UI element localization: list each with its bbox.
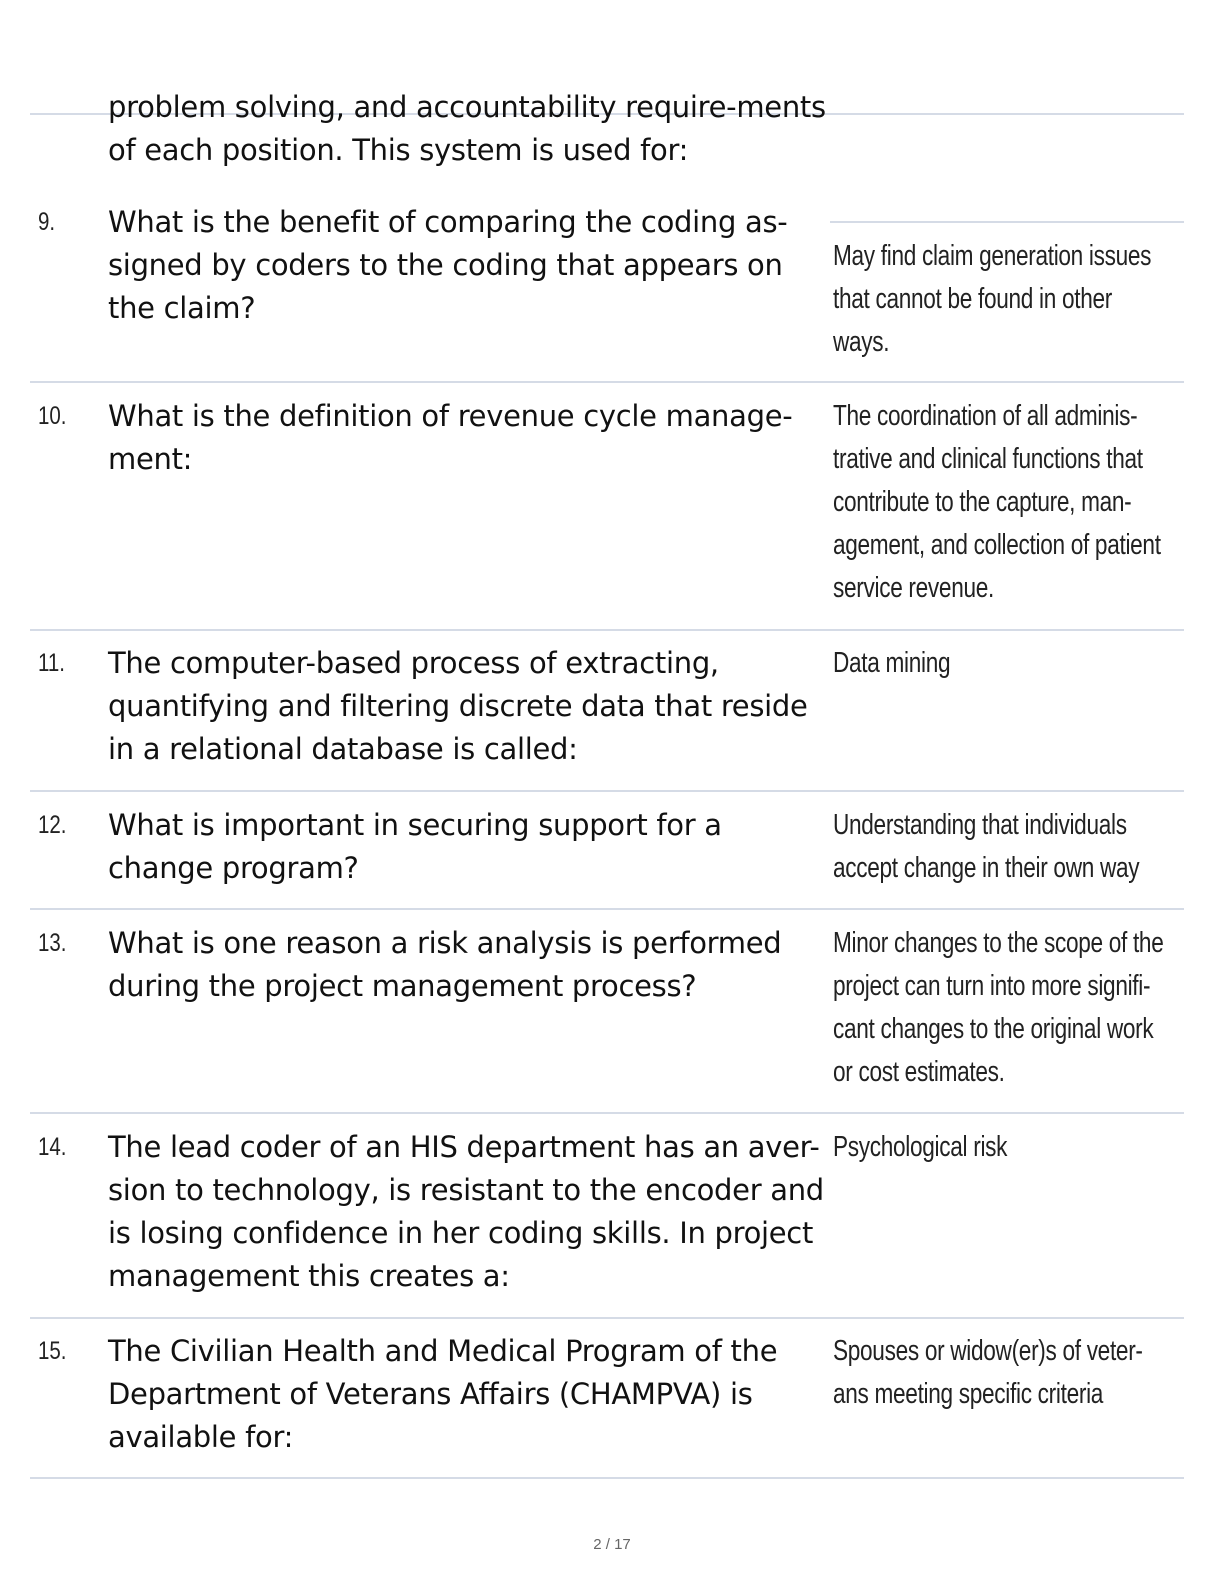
question-number: 11. (38, 649, 65, 677)
question-number: 15. (38, 1337, 67, 1365)
question-number: 12. (38, 811, 67, 839)
question-number: 14. (38, 1133, 67, 1161)
answer-text: May find claim generation issues that cannot be found in other ways. (833, 240, 1152, 358)
answer-text: Minor changes to the scope of the project can turn into more signifi-cant changes to the original work or cost estimates. (833, 927, 1164, 1088)
answer-text: Understanding that individuals accept change in their own way (833, 809, 1140, 884)
answer-text: Psychological risk (833, 1131, 1008, 1163)
question-text: The Civilian Health and Medical Program of the Department of Veterans Affairs (CHAMPVA) is available for: (108, 1334, 778, 1454)
divider-row-9 (30, 381, 1184, 383)
question-number: 13. (38, 929, 67, 957)
divider-row-10 (30, 629, 1184, 631)
continuation-text-content: problem solving, and accountability require-ments of each position. This system is used for: (108, 90, 826, 167)
divider-row-15 (30, 1477, 1184, 1479)
question-number: 10. (38, 402, 67, 430)
question-number: 9. (38, 208, 56, 236)
question-text: What is one reason a risk analysis is performed during the project management process? (108, 926, 782, 1003)
question-text: What is the benefit of comparing the coding as-signed by coders to the coding that appears on the claim? (108, 205, 788, 325)
answer-text: The coordination of all adminis-trative and clinical functions that contribute to the capture, man-agement, and collection of patient service revenue. (833, 400, 1161, 604)
page-indicator: 2 / 17 (593, 1536, 631, 1553)
divider-row-12 (30, 908, 1184, 910)
divider-row-11 (30, 790, 1184, 792)
answer-text: Spouses or widow(er)s of veter-ans meeting specific criteria (833, 1335, 1143, 1410)
question-text: The computer-based process of extracting, quantifying and filtering discrete data that reside in a relational database is called: (108, 646, 808, 766)
continuation-text (108, 86, 828, 172)
answer-text: Data mining (833, 647, 951, 679)
divider-question-9-right (830, 221, 1184, 223)
question-text: What is the definition of revenue cycle manage-ment: (108, 399, 793, 476)
question-text: The lead coder of an HIS department has an aver-sion to technology, is resistant to the encoder and is losing confidence in her coding skills. In project management this creates a: (108, 1130, 824, 1293)
divider-row-14 (30, 1317, 1184, 1319)
question-text: What is important in securing support for a change program? (108, 808, 722, 885)
divider-row-13 (30, 1112, 1184, 1114)
